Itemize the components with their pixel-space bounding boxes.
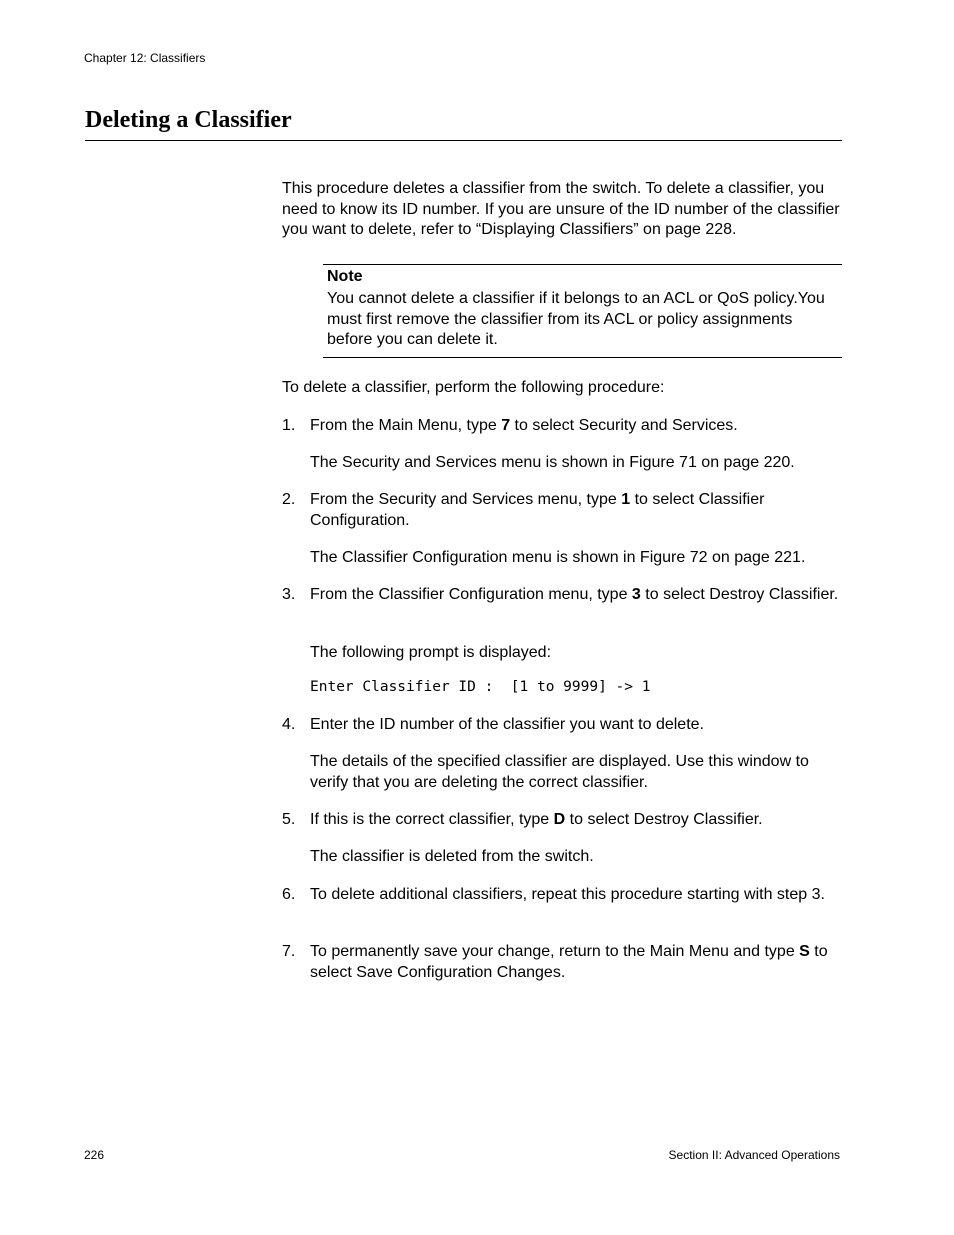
step-number: 1. <box>282 417 296 434</box>
note-text: You cannot delete a classifier if it belongs to an ACL or QoS policy.You must first remove the classifier from its ACL or policy assignments before you can delete it. <box>327 290 825 348</box>
step-text: Enter the ID number of the classifier you want to delete. <box>310 716 704 733</box>
running-footer: Section II: Advanced Operations <box>668 1148 840 1162</box>
intro-paragraph: This procedure deletes a classifier from the switch. To delete a classifier, you need to know its ID number. If you are unsure of the ID number of the classifier you want to delete, refer to “Displaying Classifiers” on page 228. <box>282 180 840 238</box>
key-d: D <box>553 811 566 828</box>
prompt-code: Enter Classifier ID : [1 to 9999] -> 1 <box>310 679 651 695</box>
step-number: 3. <box>282 586 296 603</box>
step-number: 6. <box>282 886 296 903</box>
title-rule <box>85 140 842 141</box>
step-2-result: The Classifier Configuration menu is shown in Figure 72 on page 221. <box>310 549 806 566</box>
procedure-lead: To delete a classifier, perform the following procedure: <box>282 379 665 396</box>
step-text: From the Main Menu, type 7 to select Security and Services. <box>310 417 738 434</box>
step-1-result: The Security and Services menu is shown in Figure 71 on page 220. <box>310 454 795 471</box>
step-number: 5. <box>282 811 296 828</box>
step-text: To delete additional classifiers, repeat this procedure starting with step 3. <box>310 886 825 903</box>
page-number: 226 <box>84 1148 105 1162</box>
step-text: To permanently save your change, return to the Main Menu and type S to select Save Configuration Changes. <box>310 943 828 981</box>
step-number: 2. <box>282 491 296 508</box>
step-text: From the Classifier Configuration menu, type 3 to select Destroy Classifier. <box>310 586 839 603</box>
step-4-result: The details of the specified classifier are displayed. Use this window to verify that you are deleting the correct classifier. <box>310 753 809 791</box>
key-3: 3 <box>631 586 641 603</box>
step-5-result: The classifier is deleted from the switch. <box>310 848 594 865</box>
key-1: 1 <box>621 491 631 508</box>
key-s: S <box>799 943 810 960</box>
step-text: From the Security and Services menu, type 1 to select Classifier Configuration. <box>310 491 765 529</box>
key-7: 7 <box>501 417 511 434</box>
running-header: Chapter 12: Classifiers <box>84 51 206 65</box>
step-text: If this is the correct classifier, type D to select Destroy Classifier. <box>310 811 763 828</box>
section-title: Deleting a Classifier <box>85 107 292 133</box>
step-number: 7. <box>282 943 296 960</box>
step-number: 4. <box>282 716 296 733</box>
note-box <box>323 264 842 358</box>
note-title: Note <box>327 268 363 285</box>
step-3-result: The following prompt is displayed: <box>310 644 552 661</box>
